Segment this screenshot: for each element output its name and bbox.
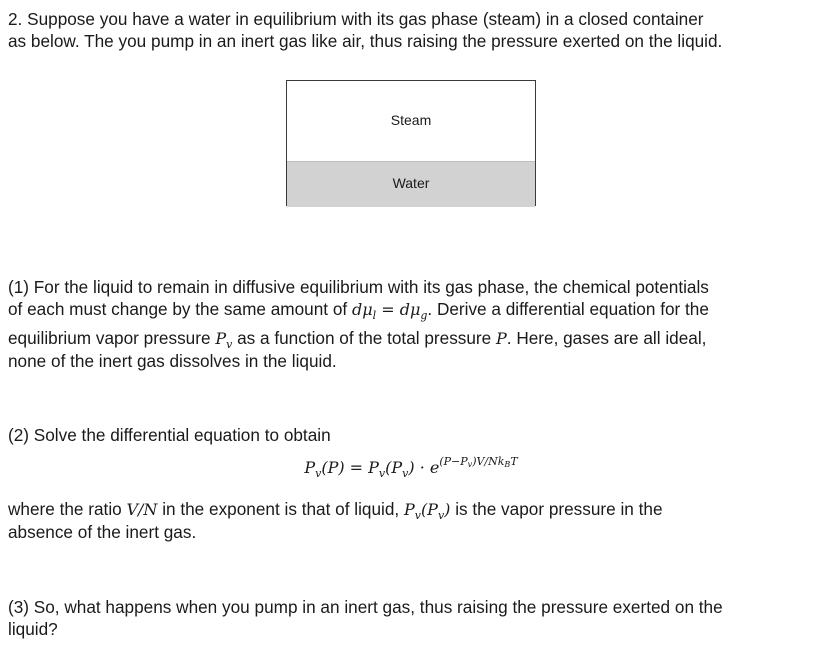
part-2-intro (8, 424, 818, 446)
water-label: Water (392, 175, 430, 191)
total-pressure-symbol: P (496, 329, 507, 348)
part3-line-1: (3) So, what happens when you pump in an inert gas, thus raising the pressure exerted on the (8, 597, 723, 617)
dmu-l: $d\mu_l$ (351, 300, 377, 322)
part1-line-3: equilibrium vapor pressure $P_v$ as a function of the total pressure P. Here, gases are all ideal, (8, 328, 707, 351)
vapor-pressure-equation: $P_v(P) = P_v(P_v) \cdot e^{(P-P_v)V/Nk_BT}$ (304, 455, 518, 480)
water-region (287, 161, 535, 207)
part-1 (8, 276, 818, 372)
part1-line-4: none of the inert gas dissolves in the liquid. (8, 351, 337, 371)
steam-label: Steam (390, 112, 432, 128)
intro-line-2: as below. The you pump in an inert gas like air, thus raising the pressure exerted on the liquid. (8, 31, 723, 51)
vapor-pressure-symbol: $P_v$ (215, 329, 233, 351)
steam-region (287, 81, 535, 161)
container-diagram (286, 80, 536, 206)
part3-line-2: liquid? (8, 619, 58, 639)
part1-line-2: of each must change by the same amount of $d\mu_l = d\mu_g$. Derive a differential equation for the (8, 299, 709, 322)
dmu-g: = $d\mu_g$ (376, 300, 428, 322)
part2-line-3: absence of the inert gas. (8, 522, 197, 542)
intro-line-1: 2. Suppose you have a water in equilibrium with its gas phase (steam) in a closed container (8, 9, 704, 29)
part-2-explanation (8, 498, 818, 543)
part-3 (8, 596, 818, 640)
problem-intro (8, 8, 818, 52)
part2-line-2: where the ratio V/N in the exponent is that of liquid, $P_v(P_v)$ is the vapor pressure in the (8, 499, 663, 522)
part1-line-1: (1) For the liquid to remain in diffusive equilibrium with its gas phase, the chemical potentials (8, 277, 709, 297)
part2-line-1: (2) Solve the differential equation to obtain (8, 425, 331, 445)
